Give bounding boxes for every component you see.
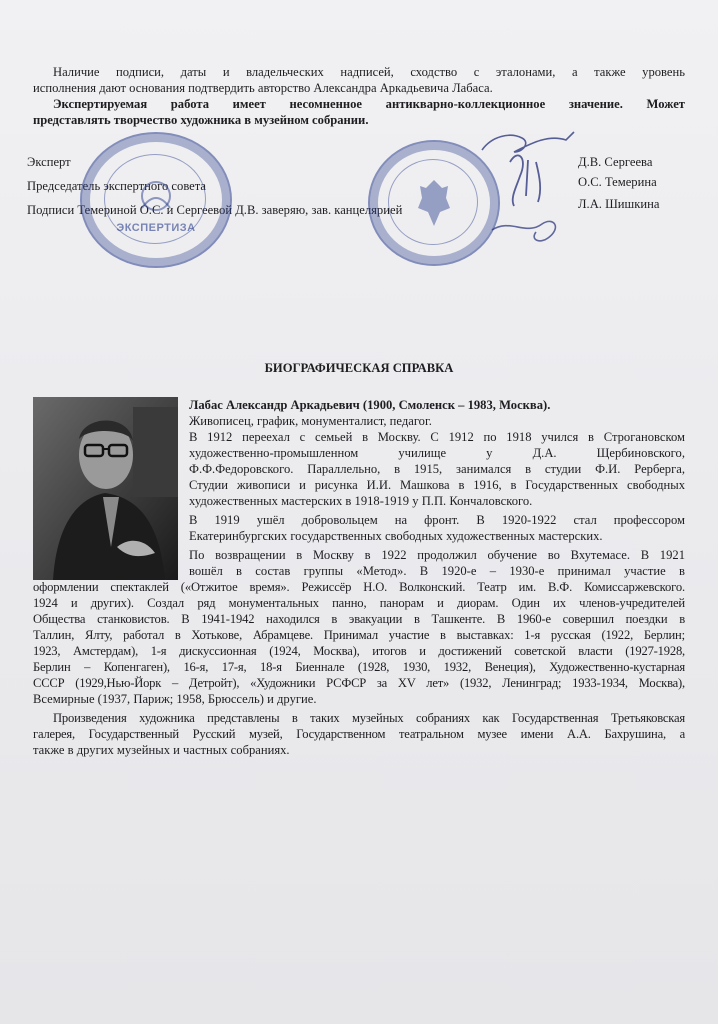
expertise-stamp xyxy=(80,132,232,268)
conclusion-line-2: исполнения дают основания подтвердить авторство Александра Аркадьевича Лабаса. xyxy=(33,81,493,95)
bio-line-5: Студии живописи и рисунка И.И. Машкова в 1916, в Государственных свободных xyxy=(189,478,685,492)
bio-line-2: В 1912 переехал с семьей в Москву. С 1912 по 1918 учился в Строгановском xyxy=(189,430,685,444)
stamp-label: ЭКСПЕРТИЗА xyxy=(116,222,196,234)
bio-line-17: СССР (1929,Нью-Йорк – Детройт), «Художники РСФСР за XV лет» (1932, Ленинград; 1933-1934, Москва), xyxy=(33,676,685,690)
conclusion-line-1: Наличие подписи, даты и владельческих надписей, сходство с эталонами, а также уровень xyxy=(53,65,685,79)
bio-line-15: 1923, Амстердам), 1-я дискуссионная (1924, Москва), итогов и достижений советской власти (1927-1928, xyxy=(33,644,685,658)
bio-line-18: Всемирные (1937, Париж; 1958, Брюссель) и другие. xyxy=(33,692,317,706)
significance-line-1: Экспертируемая работа имеет несомненное антикварно-коллекционное значение. Может xyxy=(53,97,685,111)
museums-line-3: также в других музейных и частных собраниях. xyxy=(33,743,290,757)
bio-line-12: 1924 и других). Создал ряд монументальных панно, панорам и диорам. Один их членов-учредителей xyxy=(33,596,685,610)
bio-line-3: художественно-промышленном училище у Д.А. Щербиновского, xyxy=(189,446,685,460)
significance-line-2: представлять творчество художника в музейном собрании. xyxy=(33,113,369,127)
bio-line-11: оформлении спектаклей («Отжитое время». Режиссёр Н.О. Волконский. Театр им. В.Ф. Комиссаржевского. xyxy=(33,580,685,594)
museums-line-2: галерея, Государственный Русский музей, Государственном театральном музее имени А.А. Бахрушина, а xyxy=(33,727,685,741)
portrait-image xyxy=(33,397,178,580)
artist-portrait xyxy=(33,397,178,580)
bio-line-10: вошёл в состав группы «Метод». В 1920-е – 1930-е принимал участие в xyxy=(189,564,685,578)
chair-label: Председатель экспертного совета xyxy=(27,179,207,193)
expert-label: Эксперт xyxy=(27,155,71,169)
bio-line-8: Екатеринбургских государственных свободных художественных мастерских. xyxy=(189,529,603,543)
bio-line-1: Живописец, график, монументалист, педагог. xyxy=(189,414,432,428)
signer-name-2: О.С. Темерина xyxy=(578,175,657,189)
signer-name-1: Д.В. Сергеева xyxy=(578,155,653,169)
signer-name-3: Л.А. Шишкина xyxy=(578,197,660,211)
stamp-emblem-icon xyxy=(82,134,230,266)
bio-line-6: художественных мастерских в 1918-1919 у П.П. Кончаловского. xyxy=(189,494,533,508)
bio-heading: БИОГРАФИЧЕСКАЯ СПРАВКА xyxy=(264,361,454,375)
certify-label: Подписи Темериной О.С. и Сергеевой Д.В. заверяю, зав. канцелярией xyxy=(27,203,403,217)
artist-name-dates: Лабас Александр Аркадьевич (1900, Смоленск – 1983, Москва). xyxy=(189,398,551,412)
handwritten-signatures xyxy=(470,118,590,268)
bio-line-7: В 1919 ушёл добровольцем на фронт. В 1920-1922 стал профессором xyxy=(189,513,685,527)
bio-line-16: Берлин – Копенгаген), 16-я, 17-я, 18-я Биеннале (1928, 1930, 1932, Венеция), Художественно-кустарная xyxy=(33,660,685,674)
bio-line-13: Общества станковистов. В 1941-1942 находился в эвакуации в Ташкенте. В 1960-е совершил поездки в xyxy=(33,612,685,626)
bio-line-9: По возвращении в Москву в 1922 продолжил обучение во Вхутемасе. В 1921 xyxy=(189,548,685,562)
bio-line-4: Ф.Ф.Федоровского. Параллельно, в 1915, занимался в студии Ф.И. Рерберга, xyxy=(189,462,685,476)
bio-line-14: Таллин, Ялту, работал в Хотькове, Абрамцеве. Принимал участие в выставках: 1-я русская (1922, Берлин; xyxy=(33,628,685,642)
museums-line-1: Произведения художника представлены в таких музейных собраниях как Государственная Третьяковская xyxy=(53,711,685,725)
